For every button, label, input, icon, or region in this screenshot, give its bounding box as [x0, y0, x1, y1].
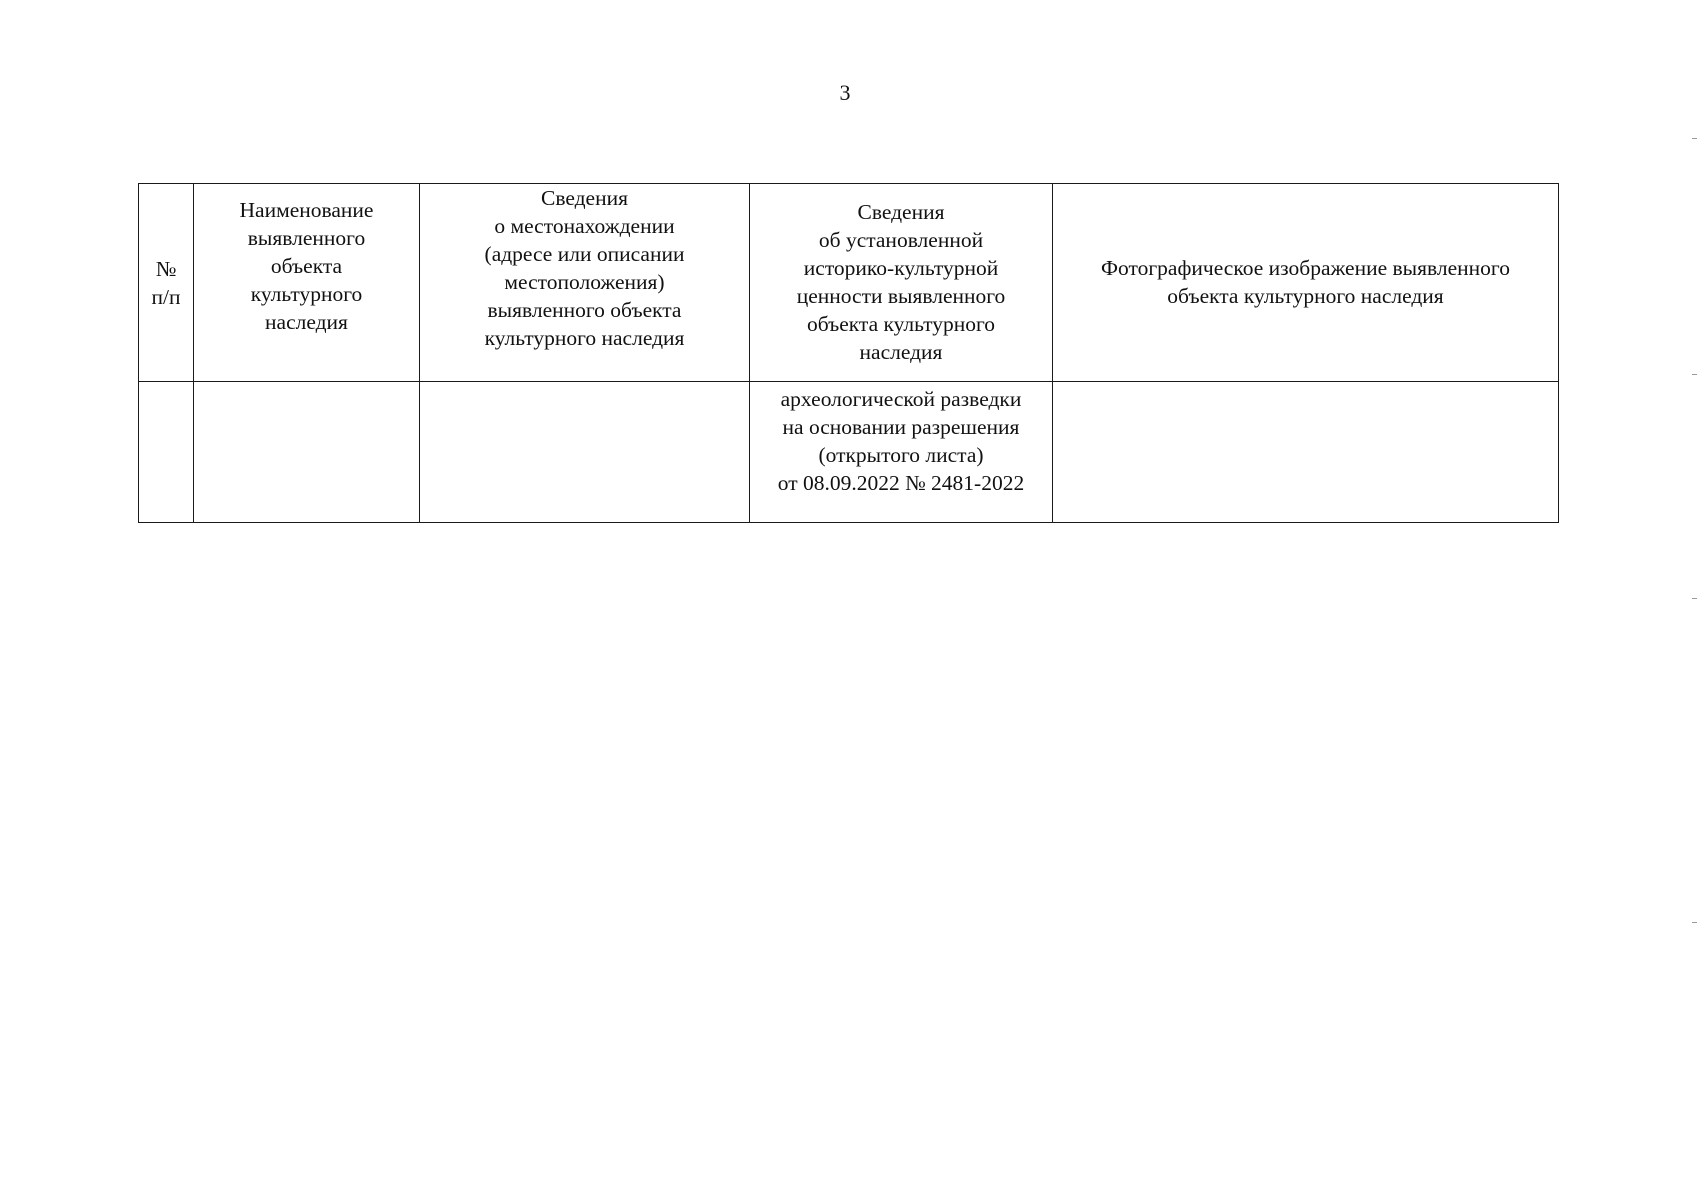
header-location-line: о местонахождении — [494, 214, 675, 238]
header-object-name-line: Наименование — [239, 198, 374, 222]
header-location — [420, 184, 750, 382]
header-object-name-line: культурного — [250, 282, 363, 306]
scan-edge-mark — [1692, 598, 1697, 599]
cell-location — [420, 382, 750, 523]
header-object-name — [194, 184, 420, 382]
header-object-name-line: выявленного — [247, 226, 366, 250]
header-object-name-line: наследия — [265, 310, 348, 334]
header-cultural-value-line: ценности выявленного — [796, 284, 1006, 308]
scan-edge-mark — [1692, 138, 1697, 139]
header-location-line: местоположения) — [504, 270, 665, 294]
cultural-heritage-table — [138, 183, 1559, 523]
header-cultural-value-line: Сведения — [857, 200, 945, 224]
page-number: 3 — [839, 80, 851, 105]
header-object-name-line: объекта — [270, 254, 343, 278]
header-location-line: (адресе или описании — [484, 242, 685, 266]
header-cultural-value-line: историко-культурной — [803, 256, 999, 280]
header-photo-line: Фотографическое изображение выявленного — [1101, 256, 1510, 280]
header-location-line: культурного наследия — [484, 326, 685, 350]
header-number-line: п/п — [151, 284, 181, 309]
header-location-line: Сведения — [540, 186, 628, 210]
header-location-line: выявленного объекта — [487, 298, 682, 322]
header-cultural-value-line: объекта культурного — [806, 312, 996, 336]
cell-object-name — [194, 382, 420, 523]
cell-cultural-value — [750, 382, 1053, 523]
cell-cultural-value-line: (открытого листа) — [818, 443, 984, 467]
cell-cultural-value-line: на основании разрешения — [782, 415, 1020, 439]
table-row — [139, 382, 1559, 523]
header-photo-line: объекта культурного наследия — [1167, 284, 1444, 308]
cell-cultural-value-line: археологической разведки — [780, 387, 1022, 411]
header-cultural-value-line: наследия — [859, 340, 943, 364]
header-photo — [1053, 184, 1559, 382]
scan-edge-mark — [1692, 922, 1697, 923]
header-cultural-value — [750, 184, 1053, 382]
header-cultural-value-line: об установленной — [818, 228, 984, 252]
table-header-row — [139, 184, 1559, 382]
header-number-line: № — [155, 256, 177, 281]
cell-cultural-value-line: от 08.09.2022 № 2481-2022 — [777, 471, 1025, 495]
header-number — [139, 184, 194, 382]
cell-number — [139, 382, 194, 523]
cell-photo — [1053, 382, 1559, 523]
scan-edge-mark — [1692, 374, 1697, 375]
